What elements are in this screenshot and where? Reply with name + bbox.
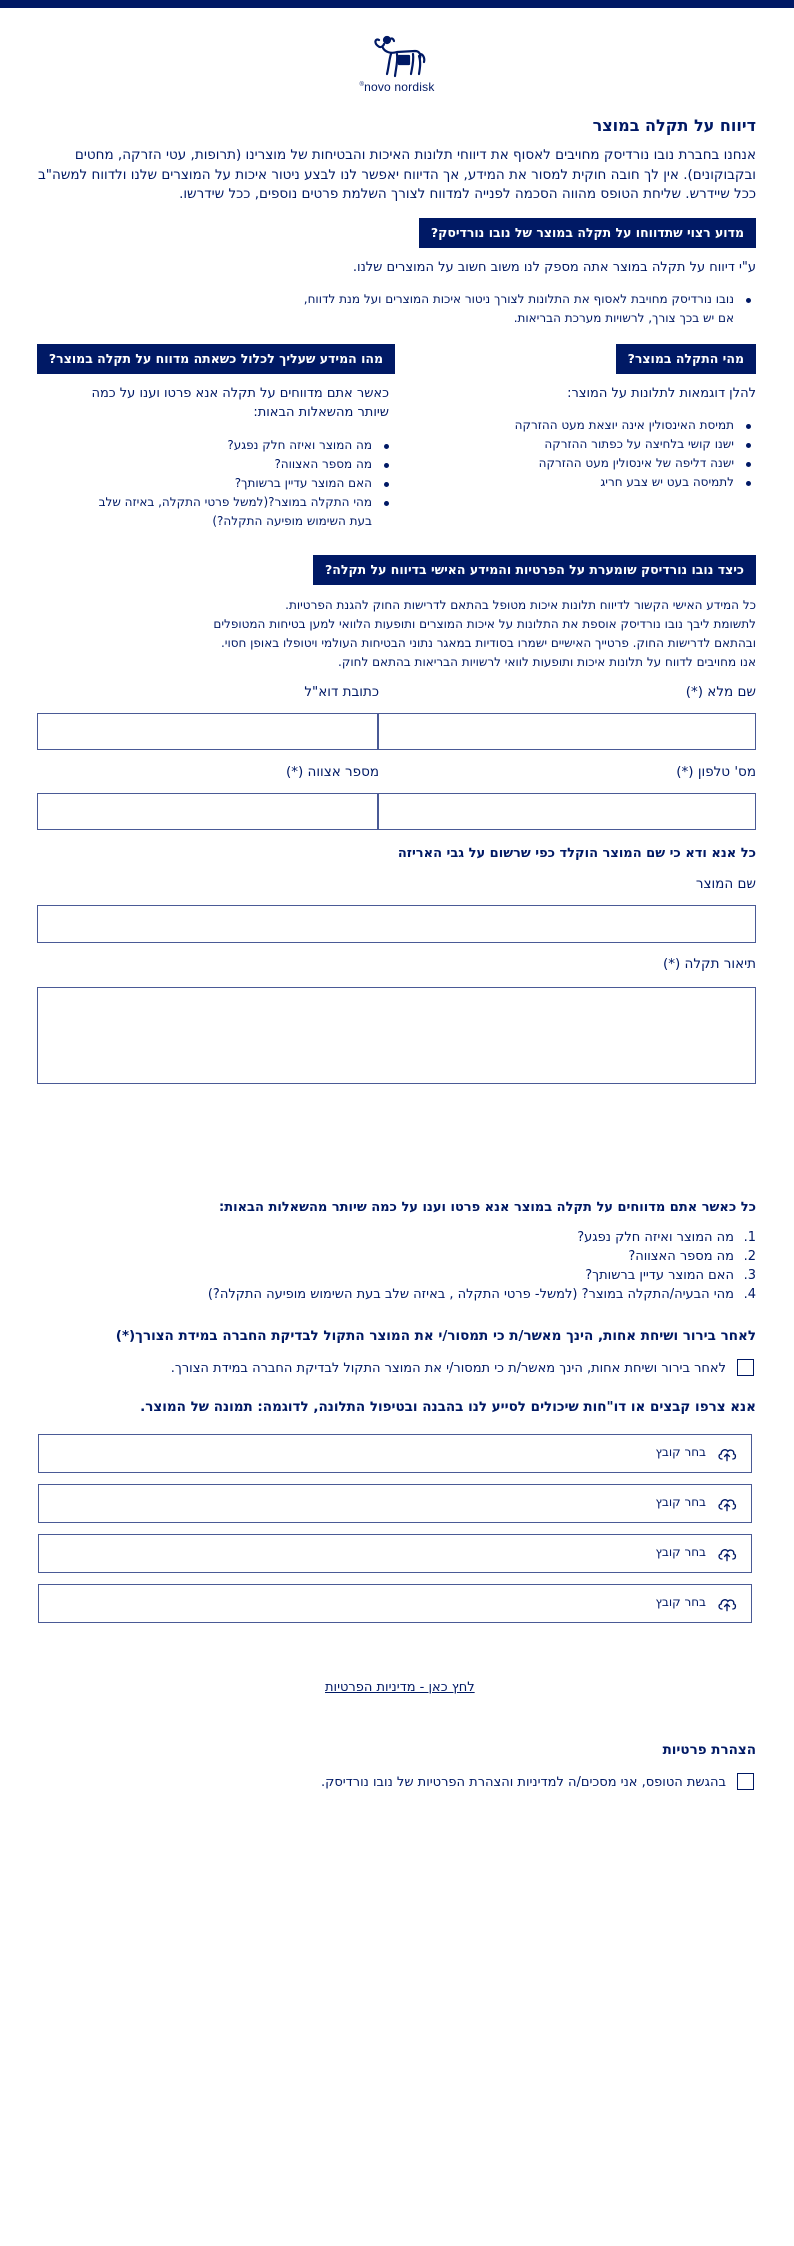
page-title: דיווח על תקלה במוצר [592, 116, 756, 135]
email-label: כתובת דוא"ל [304, 684, 379, 700]
privacy-text [36, 596, 756, 672]
file-upload-2[interactable] [38, 1484, 752, 1523]
full-name-label: שם מלא (*) [685, 684, 756, 700]
declaration-heading: הצהרת פרטיות [662, 1742, 756, 1758]
apis-bull-icon [365, 34, 429, 80]
email-input[interactable] [37, 713, 378, 750]
why-report-text: ע"י דיווח על תקלה במוצר אתה מספק לנו משוב חשוב על המוצרים שלנו. [352, 260, 756, 275]
what-is-heading: מהי התקלה במוצר? [616, 344, 756, 374]
privacy-policy-link[interactable]: לחץ כאן - מדיניות הפרטיות [325, 1680, 475, 1695]
choose-file-label: בחר קובץ [655, 1545, 706, 1559]
phone-label: מס' טלפון (*) [676, 764, 756, 780]
privacy-heading: כיצד נובו נורדיסק שומערת על הפרטיות והמידע האישי בדיווח על תקלה? [313, 555, 756, 585]
full-name-input[interactable] [378, 713, 756, 750]
what-info-list [64, 436, 394, 531]
list-item: 1. מה המוצר ואיזה חלק נפגע? [577, 1230, 756, 1245]
list-item: ישנו קושי בלחיצה על כפתור ההזרקה [456, 435, 756, 454]
list-item: מה מספר האצווה? [64, 455, 394, 474]
privacy-line: ובהתאם לדרישות החוק. פרטייך האישיים ישמרו בסודיות במאגר נתוני הבטיחות העולמי ויטופלו באופן חסוי. [220, 636, 756, 650]
product-note: כל אנא ודא כי שם המוצר הוקלד כפי שרשום על גבי האריזה [397, 846, 756, 861]
consent-checkbox[interactable] [737, 1359, 754, 1376]
list-item: האם המוצר עדיין ברשותך? [64, 474, 394, 493]
list-item: 3. האם המוצר עדיין ברשותך? [585, 1268, 756, 1283]
upload-cloud-icon [717, 1495, 737, 1513]
file-upload-1[interactable] [38, 1434, 752, 1473]
description-textarea[interactable] [37, 987, 756, 1084]
privacy-line: כל המידע האישי הקשור לדיווח תלונות איכות מטופל בהתאם לדרישות החוק להגנת הפרטיות. [285, 598, 756, 612]
list-item: לתמיסה בעט יש צבע חריג [456, 473, 756, 492]
what-is-list [456, 416, 756, 492]
why-report-bullet: נובו נורדיסק מחויבת לאסוף את התלונות לצורך ניטור איכות המוצרים ועל מנת לדווח, אם יש בכך צורך, לרשויות מערכת הבריאות. [304, 290, 756, 328]
questions-list [36, 1228, 756, 1304]
privacy-line: אנו מחויבים לדווח על תלונות איכות ותופעות לוואי לרשויות הבריאות בהתאם לחוק. [338, 655, 756, 669]
privacy-line: לתשומת ליבך נובו נורדיסק אוספת את התלונות על איכות המוצרים ותופעות הלוואי למען בטיחות המטופלים [213, 617, 756, 631]
questions-heading: כל כאשר אתם מדווחים על תקלה במוצר אנא פרטו וענו על כמה שיותר מהשאלות הבאות: [219, 1200, 756, 1215]
intro-text: אנחנו בחברת נובו נורדיסק מחויבים לאסוף את דיווחי תלונות האיכות והבטיחות של מוצרינו (תרופות, עטי הזרקה, מחטים ובקבוקונים). אין לך חובה חוקית למסור את המידע, אך הדיווח יאפשר לנו לבצע ניטור איכות על המוצרים שלנו ולדווח למשה"ב ככל שיידרש. שליחת הטופס מהווה הסכמה לפנייה למדווח לצורך השלמת פרטים נוספים, ככל שידרשו. [37, 147, 756, 202]
choose-file-label: בחר קובץ [655, 1445, 706, 1459]
novo-nordisk-logo [355, 34, 439, 98]
brand-name: novo nordisk® [359, 80, 435, 94]
why-report-heading: מדוע רצוי שתדווחו על תקלה במוצר של נובו נורדיסק? [419, 218, 756, 248]
what-info-heading: מהו המידע שעליך לכלול כשאתה מדווח על תקלה במוצר? [37, 344, 395, 374]
list-item: 2. מה מספר האצווה? [628, 1249, 756, 1264]
list-item: מהי התקלה במוצר?(למשל פרטי התקלה, באיזה שלב בעת השימוש מופיעה התקלה?) [64, 493, 394, 531]
declaration-checkbox[interactable] [737, 1773, 754, 1790]
choose-file-label: בחר קובץ [655, 1495, 706, 1509]
list-item: ישנה דליפה של אינסולין מעט ההזרקה [456, 454, 756, 473]
batch-input[interactable] [37, 793, 378, 830]
consent-heading: לאחר בירור ושיחת אחות, הינך מאשר/ת כי תמסור/י את המוצר התקול לבדיקת החברה במידת הצורך(*) [115, 1328, 756, 1344]
upload-cloud-icon [717, 1445, 737, 1463]
choose-file-label: בחר קובץ [655, 1595, 706, 1609]
phone-input[interactable] [378, 793, 756, 830]
batch-label: מספר אצווה (*) [285, 764, 379, 780]
attachments-heading: אנא צרפו קבצים או דו"חות שיכולים לסייע לנו בהבנה ובטיפול התלונה, לדוגמה: תמונה של המוצר. [140, 1399, 756, 1415]
file-upload-4[interactable] [38, 1584, 752, 1623]
what-info-intro: כאשר אתם מדווחים על תקלה אנא פרטו וענו על כמה שיותר מהשאלות הבאות: [91, 386, 389, 420]
list-item: תמיסת האינסולין אינה יוצאת מעט ההזרקה [456, 416, 756, 435]
list-item: מה המוצר ואיזה חלק נפגע? [64, 436, 394, 455]
upload-cloud-icon [717, 1595, 737, 1613]
description-label: תיאור תקלה (*) [662, 956, 756, 972]
consent-checkbox-label: לאחר בירור ושיחת אחות, הינך מאשר/ת כי תמסור/י את המוצר התקול לבדיקת החברה במידת הצורך. [170, 1361, 726, 1376]
upload-cloud-icon [717, 1545, 737, 1563]
declaration-checkbox-label: בהגשת הטופס, אני מסכים/ה למדיניות והצהרת הפרטיות של נובו נורדיסק. [320, 1775, 726, 1790]
why-report-bullets [304, 290, 756, 328]
what-is-intro: להלן דוגמאות לתלונות על המוצר: [567, 386, 756, 401]
top-bar [0, 0, 794, 8]
product-name-input[interactable] [37, 905, 756, 943]
product-name-label: שם המוצר [695, 876, 756, 892]
list-item: 4. מהי הבעיה/התקלה במוצר? (למשל- פרטי התקלה , באיזה שלב בעת השימוש מופיעה התקלה?) [207, 1287, 756, 1302]
file-upload-3[interactable] [38, 1534, 752, 1573]
